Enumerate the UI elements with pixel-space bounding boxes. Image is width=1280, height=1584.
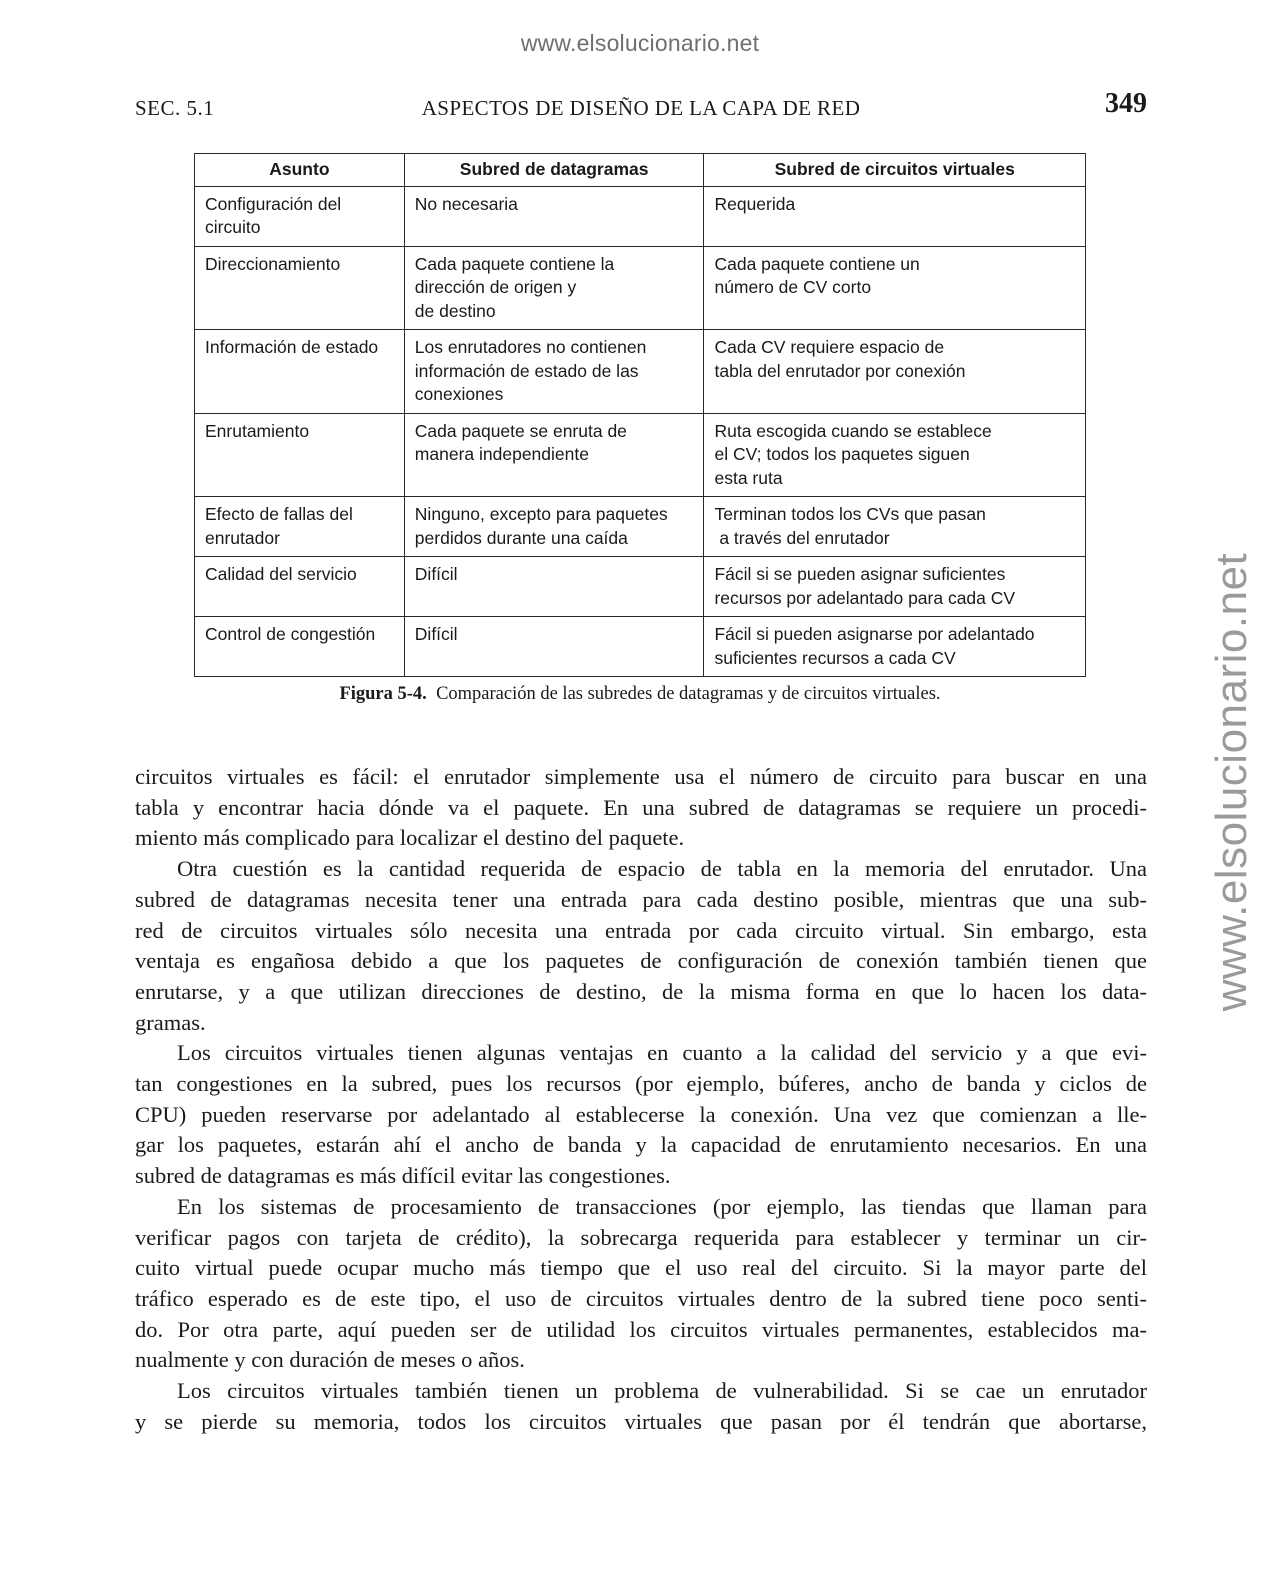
table-row <box>195 246 1086 330</box>
cell-line: dirección de origen y <box>414 277 577 297</box>
cell-virtual-circuit <box>704 497 1086 557</box>
text-line: cuito virtual puede ocupar mucho más tiempo que el uso real del circuito. Si la mayor parte del <box>135 1255 1147 1281</box>
text-line: tan congestiones en la subred, pues los recursos (por ejemplo, búferes, ancho de banda y ciclos de <box>135 1071 1147 1097</box>
section-label: SEC. 5.1 <box>135 96 215 120</box>
cell-virtual-circuit <box>704 617 1086 677</box>
text-line: subred de datagramas necesita tener una entrada para cada destino posible, mientras que una sub- <box>135 886 1147 912</box>
cell-virtual-circuit <box>704 413 1086 497</box>
watermark-side: www.elsolucionario.net <box>1207 552 1256 1012</box>
running-title: ASPECTOS DE DISEÑO DE LA CAPA DE RED <box>421 96 861 120</box>
text-line: gar los paquetes, estarán ahí el ancho de banda y la capacidad de enrutamiento necesarios. En una <box>135 1132 1147 1158</box>
text-line: subred de datagramas es más difícil evitar las congestiones. <box>135 1163 671 1189</box>
cell-line: suficientes recursos a cada CV <box>714 647 956 668</box>
cell-line: Cada paquete contiene un <box>714 253 920 274</box>
cell-line: Requerida <box>714 193 796 214</box>
text-line: ventaja es engañosa debido a que los paquetes de configuración de conexión también tienen que <box>135 948 1147 974</box>
cell-line: Direccionamiento <box>205 253 341 274</box>
paragraph <box>135 1192 1147 1376</box>
figure-caption <box>0 684 1280 705</box>
cell-datagram <box>404 186 704 246</box>
cell-line: Configuración del <box>205 193 342 214</box>
text-line: CPU) pueden reservarse por adelantado al establecerse la conexión. Una vez que comienzan a lle- <box>135 1101 1147 1127</box>
text-line: En los sistemas de procesamiento de transacciones (por ejemplo, las tiendas que llaman para <box>177 1193 1147 1219</box>
text-line: miento más complicado para localizar el destino del paquete. <box>135 825 685 851</box>
text-line: enrutarse, y a que utilizan direcciones de destino, de la misma forma en que lo hacen los data- <box>135 978 1147 1004</box>
cell-line: perdidos durante una caída <box>414 527 628 548</box>
cell-line: Cada paquete se enruta de <box>414 420 627 441</box>
cell-datagram <box>404 413 704 497</box>
cell-line: Fácil si se pueden asignar suficientes <box>714 564 1006 584</box>
watermark-top: www.elsolucionario.net <box>520 30 760 56</box>
cell-line: Fácil si pueden asignarse por adelantado <box>714 624 1035 644</box>
cell-line: Control de congestión <box>205 624 376 644</box>
cell-line: Ruta escogida cuando se establece <box>714 420 992 441</box>
cell-virtual-circuit <box>704 557 1086 617</box>
cell-line: Los enrutadores no contienen <box>414 337 647 357</box>
cell-line: Difícil <box>414 624 458 644</box>
paragraph <box>135 854 1147 1038</box>
cell-line: Enrutamiento <box>205 420 310 441</box>
cell-datagram <box>404 557 704 617</box>
text-line: gramas. <box>135 1009 206 1035</box>
cell-issue <box>195 413 405 497</box>
cell-virtual-circuit <box>704 330 1086 414</box>
cell-line: manera independiente <box>414 444 589 464</box>
cell-virtual-circuit <box>704 186 1086 246</box>
text-line: tabla y encontrar hacia dónde va el paquete. En una subred de datagramas se requiere un procedi- <box>135 794 1147 820</box>
table-header-row <box>195 154 1086 187</box>
cell-datagram <box>404 246 704 330</box>
cell-line: Difícil <box>414 564 458 584</box>
text-line: circuitos virtuales es fácil: el enrutador simplemente usa el número de circuito para buscar en una <box>135 764 1147 789</box>
table-row <box>195 186 1086 246</box>
table-row <box>195 497 1086 557</box>
paragraph <box>135 762 1147 854</box>
cell-line: No necesaria <box>414 193 518 214</box>
cell-datagram <box>404 330 704 414</box>
table-row <box>195 617 1086 677</box>
cell-issue <box>195 617 405 677</box>
cell-issue <box>195 186 405 246</box>
cell-datagram <box>404 617 704 677</box>
cell-line: de destino <box>414 300 496 321</box>
text-line: Los circuitos virtuales tienen algunas ventajas en cuanto a la calidad del servicio y a que evi- <box>177 1040 1147 1066</box>
text-line: Otra cuestión es la cantidad requerida de espacio de tabla en la memoria del enrutador. Una <box>177 856 1147 882</box>
cell-line: a través del enrutador <box>714 527 890 548</box>
cell-line: recursos por adelantado para cada CV <box>714 587 1016 608</box>
cell-line: Calidad del servicio <box>205 564 357 584</box>
cell-line: esta ruta <box>714 467 783 488</box>
cell-line: tabla del enrutador por conexión <box>714 360 966 381</box>
paragraph <box>135 1376 1147 1437</box>
cell-line: el CV; todos los paquetes siguen <box>714 444 970 464</box>
figure-caption-text: Comparación de las subredes de datagramas y de circuitos virtuales. <box>436 684 941 704</box>
cell-line: Ninguno, excepto para paquetes <box>414 504 668 524</box>
column-header-datagram: Subred de datagramas <box>404 154 704 187</box>
body-text <box>135 762 1147 1437</box>
cell-issue <box>195 497 405 557</box>
cell-line: Cada paquete contiene la <box>414 253 615 274</box>
column-header-virtual-circuit: Subred de circuitos virtuales <box>704 154 1086 187</box>
figure-label: Figura 5-4. <box>339 684 427 704</box>
table-body <box>195 186 1086 677</box>
cell-line: Información de estado <box>205 337 379 357</box>
cell-line: número de CV corto <box>714 277 872 297</box>
page-header <box>135 88 1147 128</box>
table-row <box>195 330 1086 414</box>
cell-line: enrutador <box>205 527 280 548</box>
cell-virtual-circuit <box>704 246 1086 330</box>
text-line: y se pierde su memoria, todos los circuitos virtuales que pasan por él tendrán que abortarse, <box>135 1408 1147 1434</box>
text-line: red de circuitos virtuales sólo necesita una entrada por cada circuito virtual. Sin embargo, esta <box>135 917 1147 943</box>
column-header-issue: Asunto <box>195 154 405 187</box>
text-line: verificar pagos con tarjeta de crédito), la sobrecarga requerida para establecer y terminar un cir- <box>135 1224 1147 1250</box>
cell-line: Cada CV requiere espacio de <box>714 337 945 357</box>
cell-line: circuito <box>205 217 261 237</box>
cell-issue <box>195 330 405 414</box>
cell-line: Terminan todos los CVs que pasan <box>714 504 986 524</box>
text-line: do. Por otra parte, aquí pueden ser de utilidad los circuitos virtuales permanentes, establecidos ma- <box>135 1316 1147 1342</box>
text-line: tráfico esperado es de este tipo, el uso de circuitos virtuales dentro de la subred tiene poco senti- <box>135 1285 1147 1311</box>
paragraph <box>135 1038 1147 1192</box>
text-line: Los circuitos virtuales también tienen un problema de vulnerabilidad. Si se cae un enrutador <box>177 1378 1147 1404</box>
table-row <box>195 413 1086 497</box>
comparison-table <box>194 153 1086 677</box>
page-number: 349 <box>1105 88 1147 119</box>
cell-line: información de estado de las <box>414 360 639 381</box>
cell-datagram <box>404 497 704 557</box>
table-row <box>195 557 1086 617</box>
text-line: nualmente y con duración de meses o años. <box>135 1347 525 1373</box>
cell-issue <box>195 557 405 617</box>
cell-line: conexiones <box>414 384 504 404</box>
cell-issue <box>195 246 405 330</box>
cell-line: Efecto de fallas del <box>205 504 353 524</box>
